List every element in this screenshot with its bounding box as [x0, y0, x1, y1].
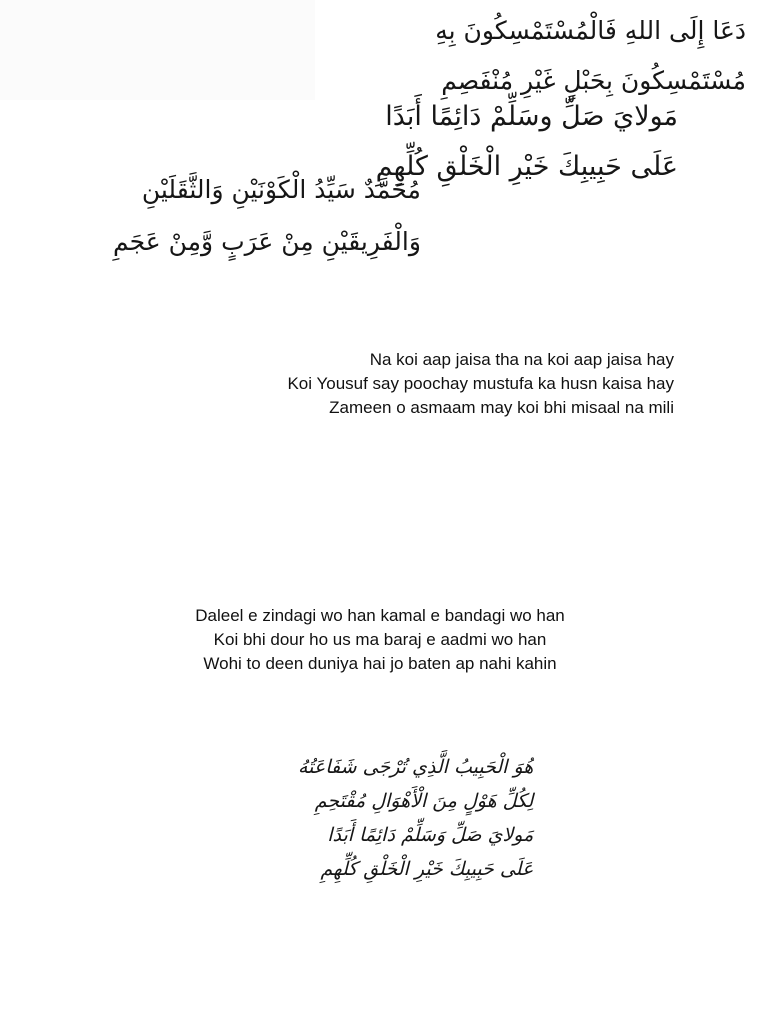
arabic-line: هُوَ الْحَبِيبُ الَّذِي تُرْجَى شَفَاعَتُهُ [298, 756, 534, 778]
english-verse-2 [180, 604, 580, 676]
arabic-line: عَلَى حَبِيبِكَ خَيْرِ الْخَلْقِ كُلِّهِمِ [375, 151, 678, 182]
arabic-couplet-top-right [376, 92, 678, 192]
arabic-calligraphy-bottom [298, 750, 533, 886]
arabic-line: مُسْتَمْسِكُونَ بِحَبْلٍ غَيْرِ مُنْفَصِمِ [441, 66, 746, 95]
verse-line: Wohi to deen duniya hai jo baten ap nahi kahin [203, 654, 557, 673]
verse-line: Zameen o asmaam may koi bhi misaal na mili [329, 398, 674, 417]
english-verse-1 [287, 348, 674, 420]
arabic-couplet-top-left [113, 164, 421, 268]
verse-line: Na koi aap jaisa tha na koi aap jaisa hay [369, 350, 674, 369]
arabic-line: لِكُلِّ هَوْلٍ مِنَ الْأَهْوَالِ مُقْتَحِمِ [314, 790, 534, 812]
verse-line: Koi bhi dour ho us ma baraj e aadmi wo han [213, 630, 547, 649]
arabic-line: مَولايَ صَلِّ وَسَلِّمْ دَائِمًا أَبَدًا [327, 824, 534, 846]
arabic-line: مَولايَ صَلِّ وسَلِّمْ دَائِمًا أَبَدًا [385, 101, 678, 132]
arabic-line: دَعَا إِلَى اللهِ فَالْمُسْتَمْسِكُونَ بِهِ [435, 16, 746, 45]
verse-line: Daleel e zindagi wo han kamal e bandagi wo han [195, 606, 565, 625]
arabic-couplet-middle-image [0, 0, 746, 100]
arabic-line: وَالْفَرِيقَيْنِ مِنْ عَرَبٍ وَّمِنْ عَجَمِ [113, 227, 421, 256]
arabic-line: مُحَمَّدٌ سَيِّدُ الْكَوْنَيْنِ وَالثَّقَلَيْنِ [141, 175, 421, 204]
arabic-couplet-middle [435, 6, 746, 106]
verse-line: Koi Yousuf say poochay mustufa ka husn kaisa hay [287, 374, 674, 393]
arabic-line: عَلَى حَبِيبِكَ خَيْرِ الْخَلْقِ كُلِّهِمِ [320, 858, 534, 880]
